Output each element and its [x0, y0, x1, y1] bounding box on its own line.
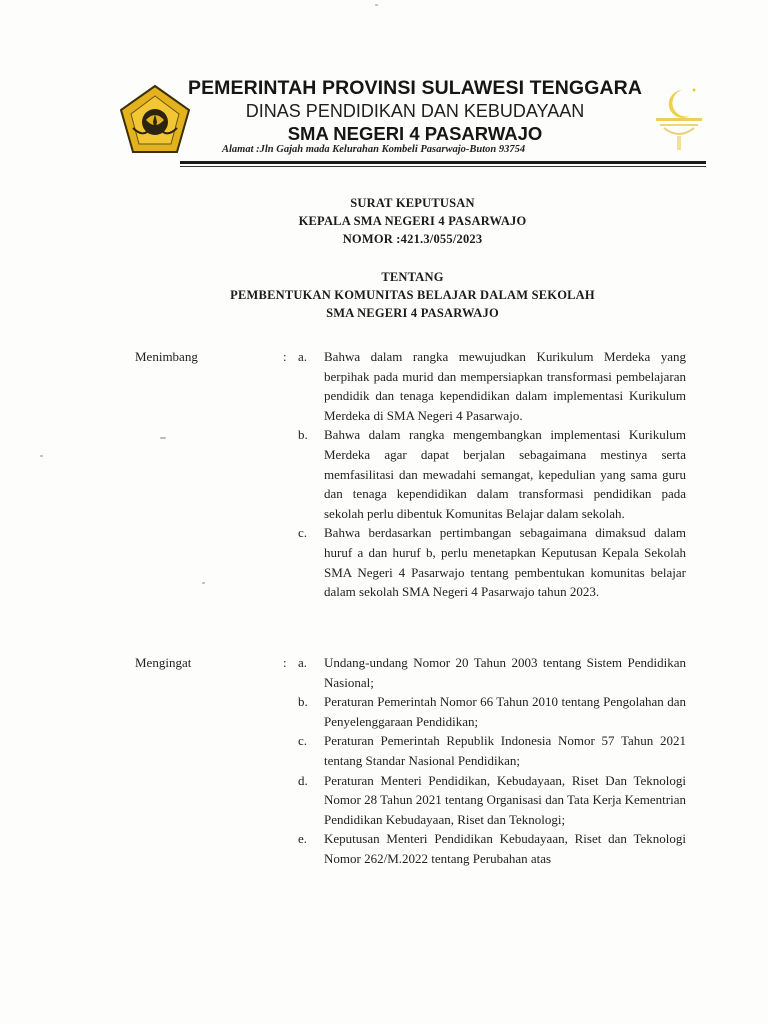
menimbang-list [299, 347, 686, 602]
list-item [299, 347, 686, 425]
decree-issuer: KEPALA SMA NEGERI 4 PASARWAJO [298, 214, 527, 228]
list-item [299, 692, 686, 731]
list-item-text: Peraturan Menteri Pendidikan, Kebudayaan, Riset Dan Teknologi Nomor 28 Tahun 2021 tentang Organisasi dan Tata Kerja Kementrian Pendidikan Kebudayaan, Riset dan Teknologi; [324, 772, 686, 827]
list-item-text: Bahwa dalam rangka mengembangkan implementasi Kurikulum Merdeka agar dapat berjalan sebagaimana mestinya serta memfasilitasi dan mewadahi semangat, kepedulian yang sama guru dan tenaga kependidikan dalam transformasi pendidikan pada sekolah perlu dibentuk Komunitas Belajar dalam sekolah. [324, 427, 686, 521]
letterhead [180, 76, 650, 146]
list-item-text: Peraturan Pemerintah Republik Indonesia Nomor 57 Tahun 2021 tentang Standar Nasional Pendidikan; [324, 733, 686, 768]
school-emblem-icon [650, 84, 708, 154]
mengingat-label: Mengingat [135, 655, 192, 670]
decree-subject-school: SMA NEGERI 4 PASARWAJO [326, 306, 499, 320]
list-item [299, 731, 686, 770]
list-item [299, 829, 686, 868]
letterhead-rule-thin [180, 166, 706, 167]
list-item-letter: e. [298, 831, 308, 847]
list-item-text: Undang-undang Nomor 20 Tahun 2003 tentang Sistem Pendidikan Nasional; [324, 655, 686, 690]
decree-number: NOMOR :421.3/055/2023 [342, 232, 483, 246]
scan-speck [40, 455, 43, 457]
letterhead-department: DINAS PENDIDIKAN DAN KEBUDAYAAN [245, 101, 585, 121]
list-item-text: Peraturan Pemerintah Nomor 66 Tahun 2010 tentang Pengolahan dan Penyelenggaraan Pendidikan; [324, 694, 686, 729]
decree-title-block [140, 194, 685, 322]
list-item-text: Bahwa dalam rangka mewujudkan Kurikulum Merdeka yang berpihak pada murid dan mempersiapkan transformasi pembelajaran pendidik dan tenaga kependidikan dalam implementasi Kurikulum Merdeka di SMA Negeri 4 Pasarwajo. [324, 349, 686, 423]
letterhead-address: Alamat :Jln Gajah mada Kelurahan Kombeli Pasarwajo-Buton 93754 [222, 144, 526, 155]
mengingat-colon: : [283, 655, 287, 670]
decree-type: SURAT KEPUTUSAN [350, 196, 475, 210]
scan-speck [202, 582, 205, 584]
list-item-letter: c. [298, 525, 308, 541]
list-item [299, 653, 686, 692]
letterhead-rule-thick [180, 161, 706, 164]
list-item-letter: b. [298, 427, 308, 443]
list-item [299, 771, 686, 830]
list-item [299, 425, 686, 523]
letterhead-school: SMA NEGERI 4 PASARWAJO [287, 123, 543, 144]
menimbang-colon: : [283, 349, 287, 364]
list-item-letter: c. [298, 733, 308, 749]
letterhead-government: PEMERINTAH PROVINSI SULAWESI TENGGARA [187, 77, 643, 99]
list-item-letter: a. [298, 349, 308, 364]
list-item-text: Keputusan Menteri Pendidikan Kebudayaan, Riset dan Teknologi Nomor 262/M.2022 tentang Perubahan atas [324, 831, 686, 866]
decree-about-label: TENTANG [381, 270, 444, 284]
menimbang-label: Menimbang [135, 349, 198, 364]
scan-speck [160, 437, 166, 439]
scan-speck [375, 4, 378, 6]
list-item-letter: b. [298, 694, 308, 710]
list-item [299, 523, 686, 601]
list-item-text: Bahwa berdasarkan pertimbangan sebagaimana dimaksud dalam huruf a dan huruf b, perlu menetapkan Keputusan Kepala Sekolah SMA Negeri 4 Pasarwajo tentang pembentukan komunitas belajar dalam sekolah SMA Negeri 4 Pasarwajo tahun 2023. [324, 525, 686, 600]
decree-subject: PEMBENTUKAN KOMUNITAS BELAJAR DALAM SEKOLAH [230, 288, 595, 302]
list-item-letter: a. [298, 655, 308, 670]
mengingat-list [299, 653, 686, 869]
list-item-letter: d. [298, 772, 308, 788]
